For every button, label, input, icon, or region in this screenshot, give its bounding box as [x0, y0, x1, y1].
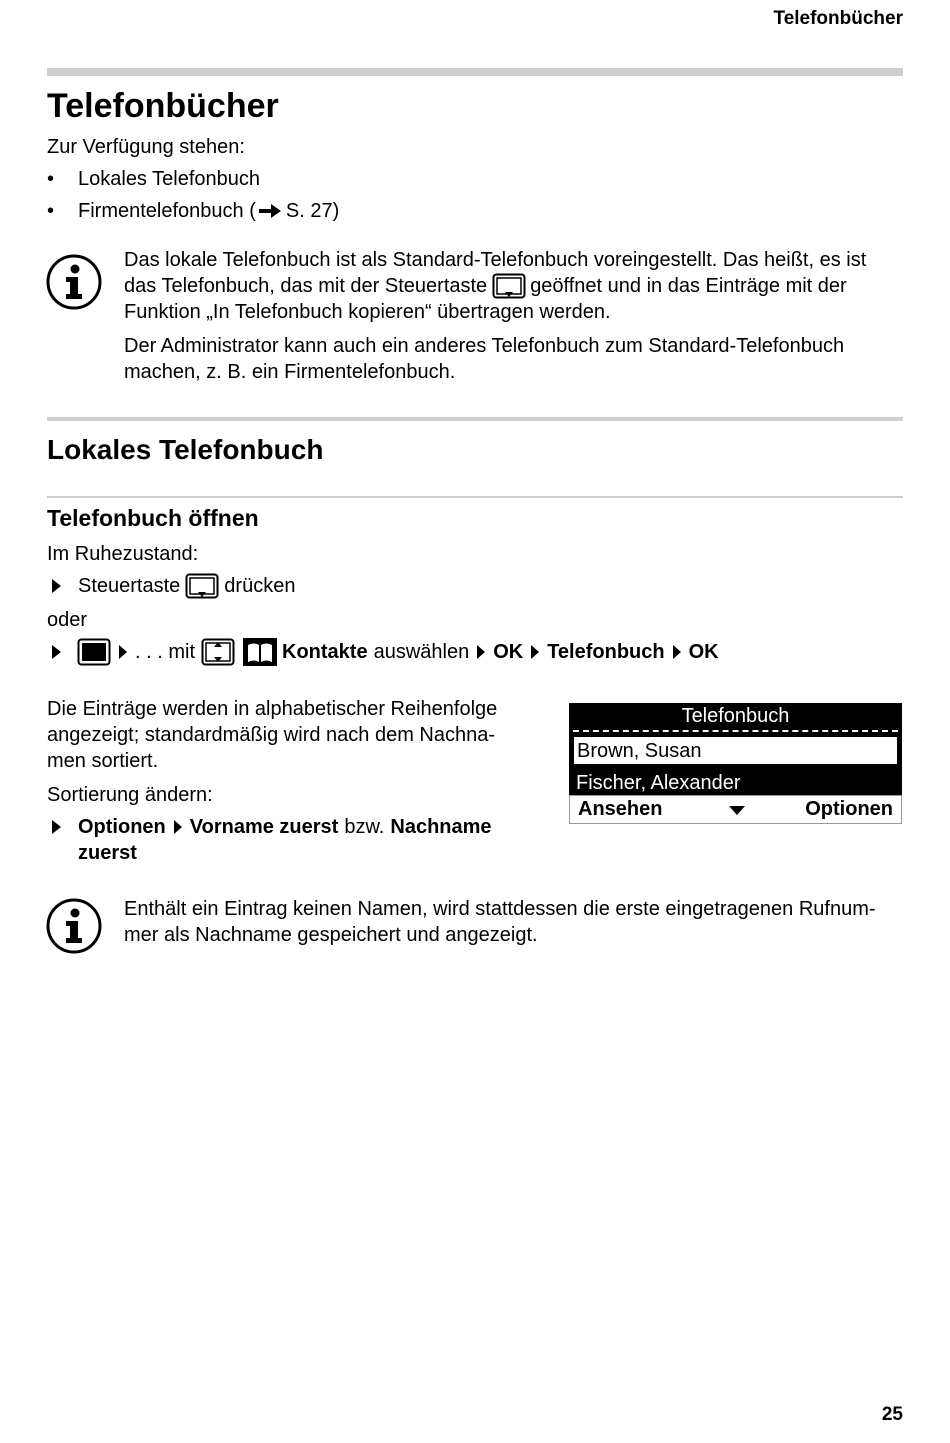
intro-text: Zur Verfügung stehen:: [47, 136, 245, 158]
description-line: Die Einträge werden in alphabetischer Reihenfolge: [47, 698, 498, 720]
step-arrow-icon: [673, 645, 681, 659]
caret-down-icon[interactable]: [729, 806, 745, 815]
phonebook-screen: [569, 703, 902, 824]
page-title: Telefonbücher: [47, 87, 279, 125]
step-arrow-icon: [477, 645, 485, 659]
softkey-left-button[interactable]: Ansehen: [578, 798, 663, 820]
bullet-dot: •: [47, 200, 55, 222]
sort-label: Sortierung ändern:: [47, 784, 213, 806]
section-title: Lokales Telefonbuch: [47, 434, 324, 465]
menu-key-icon: [77, 638, 111, 666]
section-rule: [47, 417, 903, 421]
info-text-line: Der Administrator kann auch ein anderes Telefonbuch zum Standard-Telefonbuch: [124, 335, 845, 357]
control-key-updown-icon: [201, 638, 235, 666]
section-rule: [47, 68, 903, 76]
book-icon: [243, 638, 277, 666]
running-header-title: Telefonbücher: [773, 8, 903, 29]
step-text: . . . mit: [135, 641, 195, 663]
bullet-dot: •: [47, 168, 55, 190]
bullet-local-phonebook: Lokales Telefonbuch: [78, 168, 260, 190]
step-text: Steuertaste: [78, 575, 181, 597]
softkey-ok: OK: [688, 641, 719, 663]
list-item[interactable]: Fischer, Alexander: [569, 771, 902, 795]
info-text-line: [124, 273, 847, 299]
description-line: angezeigt; standardmäßig wird nach dem Nachna-: [47, 724, 496, 746]
step-arrow-icon: [531, 645, 539, 659]
description-line: men sortiert.: [47, 750, 159, 772]
page-number: 25: [881, 1404, 903, 1425]
step-text: drücken: [224, 575, 296, 597]
softkey-ok: OK: [493, 641, 524, 663]
info-icon: [46, 898, 102, 954]
bullet-company-phonebook: [78, 198, 339, 224]
sort-step: [47, 814, 492, 840]
step-arrow-icon: [119, 645, 127, 659]
info-text-segment: das Telefonbuch, das mit der Steuertaste: [124, 275, 488, 297]
info-text-line: machen, z. B. ein Firmentelefonbuch.: [124, 361, 456, 383]
list-item[interactable]: [569, 732, 902, 771]
step-text: auswählen: [373, 641, 470, 663]
step-text: bzw.: [344, 816, 385, 838]
step-line: [47, 638, 719, 666]
or-label: oder: [47, 609, 88, 631]
step-arrow-icon: [174, 820, 182, 834]
info-text-line: mer als Nachname gespeichert und angezeigt.: [124, 924, 538, 946]
subsection-rule: [47, 496, 903, 498]
step-arrow-icon: [52, 820, 61, 834]
option-nachname-continued: zuerst: [78, 842, 137, 864]
info-text-line: Das lokale Telefonbuch ist als Standard-Telefonbuch voreingestellt. Das heißt, es ist: [124, 249, 867, 271]
state-label: Im Ruhezustand:: [47, 543, 199, 565]
info-text-line: Funktion „In Telefonbuch kopieren“ übertragen werden.: [124, 301, 611, 323]
option-nachname: Nachname: [390, 816, 492, 838]
option-vorname-zuerst: Vorname zuerst: [189, 816, 339, 838]
menu-item-telefonbuch: Telefonbuch: [547, 641, 665, 663]
screen-title-text: Telefonbuch: [681, 705, 790, 727]
info-icon: [46, 254, 102, 310]
control-key-down-icon: [492, 273, 526, 299]
bullet-company-label: Firmentelefonbuch (: [78, 200, 256, 222]
info-text-line: Enthält ein Eintrag keinen Namen, wird stattdessen die erste eingetragenen Rufnum-: [124, 898, 876, 920]
page-reference[interactable]: S. 27): [285, 200, 340, 222]
screen-title: [569, 703, 902, 732]
arrow-right-icon: [258, 203, 282, 219]
softkey-bar: [569, 795, 902, 824]
softkey-right-button[interactable]: Optionen: [805, 798, 893, 820]
step-arrow-icon: [52, 645, 61, 659]
info-text-segment: geöffnet und in das Einträge mit der: [530, 275, 847, 297]
menu-item-kontakte: Kontakte: [282, 641, 368, 663]
softkey-optionen: Optionen: [78, 816, 166, 838]
control-key-down-icon: [185, 573, 219, 599]
step-line: [47, 573, 295, 599]
step-arrow-icon: [52, 579, 61, 593]
subsection-title: Telefonbuch öffnen: [47, 505, 259, 531]
list-item-label: Brown, Susan: [573, 736, 898, 765]
